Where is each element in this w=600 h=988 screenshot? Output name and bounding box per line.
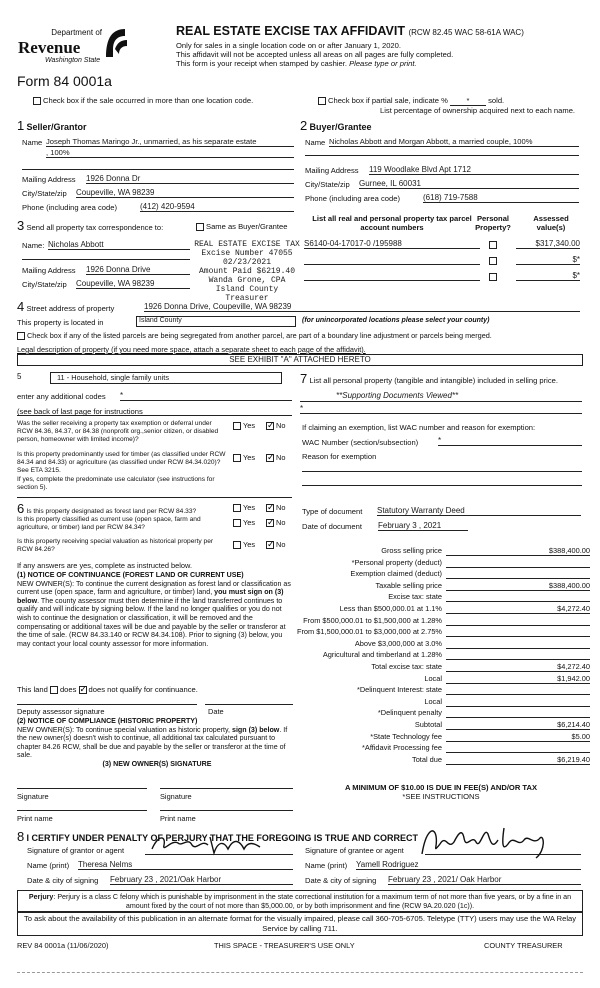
sec5-q1-no-checkbox[interactable]: ✓ No xyxy=(266,421,285,430)
seller-phone-label: Phone (including area code) xyxy=(22,203,117,212)
buyer-name-label: Name xyxy=(305,138,326,147)
sec7-line-2[interactable]: * xyxy=(300,404,582,414)
tax-row-value[interactable]: $388,400.00 xyxy=(446,581,590,591)
grantor-print-label: Name (print) xyxy=(27,861,70,870)
sec6-q3-no-checkbox[interactable]: ✓ No xyxy=(266,540,285,549)
tax-row-label: Exemption claimed (deduct) xyxy=(350,569,442,579)
doc-type-label: Type of document xyxy=(302,507,363,516)
sec6-q2-no-checkbox[interactable]: ✓ No xyxy=(266,518,285,527)
seller-name-label: Name xyxy=(22,138,43,147)
tax-row-value[interactable]: $5.00 xyxy=(446,732,590,742)
accessibility-note: To ask about the availability of this publication in an alternate format for the visually impaired, please call 360-705-6705. Teletype (TTY) users may use the WA Relay Service by calling 711. xyxy=(17,911,583,936)
wac-field[interactable]: * xyxy=(438,436,582,446)
tax-row-value[interactable]: $6,219.40 xyxy=(446,755,590,765)
tax-row-label: Total excise tax: state xyxy=(371,662,442,671)
page-bottom-border xyxy=(17,972,583,973)
tax-row-label: From $1,500,000.01 to $3,000,000 at 2.75% xyxy=(296,627,442,637)
tax-row xyxy=(300,639,590,649)
notice-continuance: (1) NOTICE OF CONTINUANCE (FOREST LAND OR CURRENT USE) NEW OWNER(S): To continue the current designation as forest land or classification as current use (open space, farm and agriculture, or timber) land, you must sign on (3) below. The county assessor must then determine if the land transferred continues to qualify and will indicate by signing below. If the land no longer qualifies or you do not wish to continue the designation or classification, it will be removed and the compensating or additional taxes will be due and payable by the seller or transferor at the time of sale. (RCW 84.33.140 or RCW 84.34.108). Prior to signing (3) below, you may contact your local county assessor for more information. xyxy=(17,571,291,648)
section6-q1: 6 Is this property designated as forest land per RCW 84.33? xyxy=(17,501,197,516)
doc-date-label: Date of document xyxy=(302,522,362,531)
sec5-q1: Was the seller receiving a property tax exemption or deferral under RCW 84.36, 84.37, or 84.38 (nonprofit org.,senior citizen, or disabled person, homeowner with limited income)? xyxy=(17,420,219,443)
sec6-q1-no-checkbox[interactable]: ✓ No xyxy=(266,503,285,512)
owner-signature-line-2[interactable] xyxy=(160,783,293,789)
exemption-label: If claiming an exemption, list WAC number and reason for exemption: xyxy=(302,423,536,432)
deputy-date-line[interactable] xyxy=(205,699,293,705)
tax-row xyxy=(300,662,590,672)
tax-row xyxy=(300,616,590,626)
tax-row-value[interactable] xyxy=(446,650,590,660)
sec3-blank-line xyxy=(22,254,190,260)
tax-row xyxy=(300,743,590,753)
tax-row-label: Taxable selling price xyxy=(375,580,442,590)
grantee-date-field[interactable]: February 23 , 2021/ Oak Harbor xyxy=(388,875,581,885)
sec3-name-label: Name: xyxy=(22,241,45,250)
tax-row-value[interactable]: $4,272.40 xyxy=(446,604,590,614)
multi-location-checkbox[interactable]: Check box if the sale occurred in more than one location code. xyxy=(33,96,253,105)
tax-row-label: *State Technology fee xyxy=(370,731,442,741)
grantor-print-field[interactable]: Theresa Nelms xyxy=(78,860,293,870)
grantor-sig-label: Signature of grantor or agent xyxy=(27,846,125,855)
sec6-q3: Is this property receiving special valuation as historical property per RCW 84.26? xyxy=(17,538,214,553)
tax-row xyxy=(300,569,590,579)
sec5-q2-yes-checkbox[interactable]: Yes xyxy=(233,453,255,462)
sec5-q2b: If yes, complete the predominate use calculator (see instructions for section 5). xyxy=(17,476,215,491)
grantee-sig-label: Signature of grantee or agent xyxy=(305,846,404,855)
buyer-csz-label: City/State/zip xyxy=(305,180,350,189)
tax-row xyxy=(296,627,590,637)
parcel-row2-personal-checkbox[interactable] xyxy=(489,256,499,265)
tax-row xyxy=(300,720,590,730)
print-name-label-1: Print name xyxy=(17,814,53,823)
grantee-signature-image xyxy=(418,824,548,864)
tax-row xyxy=(300,581,590,591)
header-note1: Only for sales in a single location code on or after January 1, 2020. xyxy=(176,41,401,50)
parcels-header-personal: Personal Property? xyxy=(475,214,511,232)
sec6-q1-yes-checkbox[interactable]: Yes xyxy=(233,503,255,512)
header-note2: This affidavit will not be accepted unless all areas on all pages are fully completed. xyxy=(176,50,454,59)
dept-revenue: Revenue xyxy=(18,38,81,57)
sec6-q3-yes-checkbox[interactable]: Yes xyxy=(233,540,255,549)
parcels-header-list: List all real and personal property tax parcel account numbers xyxy=(312,214,472,232)
partial-sale-note: List percentage of ownership acquired next to each name. xyxy=(380,106,576,115)
buyer-phone-label: Phone (including area code) xyxy=(305,194,400,203)
dept-state: Washington State xyxy=(45,57,101,64)
parcel-row1-value[interactable]: $317,340.00 xyxy=(516,239,580,249)
tax-row-value[interactable]: $388,400.00 xyxy=(446,546,590,556)
parcel-row3-personal-checkbox[interactable] xyxy=(489,272,499,281)
parcel-row2-value[interactable]: $* xyxy=(516,255,580,265)
legal-description-field[interactable]: SEE EXHIBIT "A" ATTACHED HERETO xyxy=(17,354,583,366)
parcel-row3[interactable] xyxy=(304,271,480,281)
page-title: REAL ESTATE EXCISE TAX AFFIDAVIT (RCW 82.45 WAC 58-61A WAC) xyxy=(176,24,524,38)
tax-row xyxy=(300,674,590,684)
grantee-print-label: Name (print) xyxy=(305,861,348,870)
signature-label-1: Signature xyxy=(17,792,49,801)
section5-num: 5 xyxy=(17,372,22,381)
form-number: Form 84 0001a xyxy=(17,73,112,89)
sec6-answers-note: If any answers are yes, complete as instructed below. xyxy=(17,561,192,570)
sec3-name-field[interactable]: Nicholas Abbott xyxy=(48,240,190,250)
sec5-q1-yes-checkbox[interactable]: Yes xyxy=(233,421,255,430)
tax-row-label: Agricultural and timberland at 1.28% xyxy=(322,650,442,660)
seller-name-field-2[interactable]: , 100% xyxy=(46,148,294,158)
notice-compliance: (2) NOTICE OF COMPLIANCE (HISTORIC PROPERTY) NEW OWNER(S): To continue special valuation as historic property, sign (3) below. If the new owner(s) doesn't wish to continue, all additional tax calculated pursuant to chapter 84.26 RCW, shall be due and payable by the seller or transferor at the time of sale. (3) NEW OWNER(S) SIGNATURE xyxy=(17,717,288,768)
land-does-checkbox[interactable] xyxy=(50,686,58,694)
treasurer-use-label: THIS SPACE - TREASURER'S USE ONLY xyxy=(214,941,355,950)
seller-csz-label: City/State/zip xyxy=(22,189,67,198)
seller-heading: 1 Seller/Grantor xyxy=(17,118,87,133)
tax-row-label: Total due xyxy=(412,754,442,764)
tax-row-value[interactable] xyxy=(446,569,590,579)
seller-csz-field[interactable]: Coupeville, WA 98239 xyxy=(76,188,294,198)
deputy-date-label: Date xyxy=(208,707,224,716)
doc-date-field[interactable]: February 3 , 2021 xyxy=(378,521,468,531)
sec3-csz-field[interactable]: Coupeville, WA 98239 xyxy=(76,279,190,289)
tax-row-value[interactable]: $6,214.40 xyxy=(446,720,590,730)
deputy-label: Deputy assessor signature xyxy=(17,707,105,716)
header-note3: This form is your receipt when stamped by cashier. Please type or print. xyxy=(176,59,417,68)
section7-text: 7 List all personal property (tangible and intangible) included in selling price. xyxy=(300,371,558,386)
county-treasurer-label: COUNTY TREASURER xyxy=(484,941,563,950)
tax-row xyxy=(300,732,590,742)
parcel-row2[interactable] xyxy=(304,255,480,265)
grantee-print-field[interactable]: Yamell Rodriguez xyxy=(356,860,581,870)
county-select[interactable]: Island County xyxy=(136,316,296,327)
tax-row-label: Less than $500,000.01 at 1.1% xyxy=(339,604,442,613)
grantor-date-label: Date & city of signing xyxy=(27,876,99,885)
seller-mail-field[interactable]: 1926 Donna Dr xyxy=(86,174,294,184)
dept-line1: Department of xyxy=(51,28,102,37)
seller-phone-field[interactable]: (412) 420-9594 xyxy=(140,202,294,212)
land-qualify-row: This land does ✓ does not qualify for continuance. xyxy=(17,685,198,694)
tax-row-label: Above $3,000,000 at 3.0% xyxy=(354,638,442,648)
tax-row xyxy=(300,592,590,602)
tax-row-value[interactable] xyxy=(446,708,590,718)
use-code-select[interactable]: 11 - Household, single family units xyxy=(50,372,282,384)
additional-codes-field[interactable]: * xyxy=(120,391,292,401)
owner-signature-line-1[interactable] xyxy=(17,783,147,789)
sec3-mail-label: Mailing Address xyxy=(22,266,76,275)
reason-line-2[interactable] xyxy=(302,480,582,486)
tax-row-label: *Delinquent penalty xyxy=(377,708,442,718)
buyer-phone-field[interactable]: (618) 719-7588 xyxy=(423,193,579,203)
seller-mail-label: Mailing Address xyxy=(22,175,76,184)
grantor-signature-image xyxy=(148,831,268,862)
doc-type-field[interactable]: Statutory Warranty Deed xyxy=(377,506,581,516)
perjury-note: Perjury: Perjury is a class C felony which is punishable by imprisonment in the state correctional institution for a maximum term of not more than five years, or by a fine in an amount fixed by the court of not more than $5,000.00, or by both imprisonment and fine (RCW 9A.20.020 (1c)). xyxy=(17,890,583,913)
see-instructions-note: *SEE INSTRUCTIONS xyxy=(402,792,480,801)
grantee-date-label: Date & city of signing xyxy=(305,876,377,885)
tax-row-value[interactable] xyxy=(446,627,590,637)
tax-row-value[interactable] xyxy=(446,558,590,568)
tax-row xyxy=(300,604,590,614)
buyer-heading: 2 Buyer/Grantee xyxy=(300,118,372,133)
see-back-note: (see back of last page for instructions xyxy=(17,407,143,416)
sec5-divider xyxy=(17,414,292,416)
legal-label: Legal description of property (if you need more space, attach a separate sheet to each page of the affidavit). xyxy=(17,345,366,354)
tax-row-label: Local xyxy=(424,673,442,683)
tax-row-value[interactable]: $4,272.40 xyxy=(446,662,590,672)
additional-codes-label: enter any additional codes xyxy=(17,392,106,401)
buyer-name-field[interactable]: Nicholas Abbott and Morgan Abbott, a married couple, 100% xyxy=(329,137,579,147)
tax-row-value[interactable] xyxy=(446,685,590,695)
grantor-date-field[interactable]: February 23 , 2021/Oak Harbor xyxy=(110,875,293,885)
owner-print-line-1[interactable] xyxy=(17,805,147,811)
segregated-checkbox[interactable]: Check box if any of the listed parcels are being segregated from another parcel, are part of a boundary line adjustment or parcels being merged. xyxy=(17,331,492,340)
sec6-q2: Is this property classified as current use (open space, farm and agriculture, or timber) land per RCW 84.34? xyxy=(17,516,201,531)
print-name-label-2: Print name xyxy=(160,814,196,823)
revenue-logo-icon xyxy=(103,27,129,59)
section3-heading: 3 Send all property tax correspondence to: xyxy=(17,218,164,233)
reason-line-1[interactable] xyxy=(302,466,582,472)
tax-row-label: Excise tax: state xyxy=(388,592,442,602)
tax-row-value[interactable] xyxy=(446,743,590,753)
partial-sale-checkbox[interactable]: Check box if partial sale, indicate % * sold. xyxy=(318,96,504,106)
sec5-bottom-divider xyxy=(17,496,292,498)
tax-row xyxy=(300,755,590,765)
treasurer-stamp: REAL ESTATE EXCISE TAX Excise Number 47055 02/23/2021 Amount Paid $6219.40 Wanda Grone, CPA Island County Treasurer xyxy=(194,240,300,303)
sec7-line-1 xyxy=(300,400,582,402)
tax-row-label: *Delinquent Interest: state xyxy=(356,685,442,695)
tax-row-label: Local xyxy=(424,696,442,706)
tax-row xyxy=(300,697,590,707)
tax-row xyxy=(300,685,590,695)
sec5-q2: Is this property predominantly used for timber (as classified under RCW 84.34 and 84.33) or agriculture (as classified under RCW 84.34.020)? See ETA 3215. xyxy=(17,451,226,474)
owner-print-line-2[interactable] xyxy=(160,805,293,811)
tax-row-label: From $500,000.01 to $1,500,000 at 1.28% xyxy=(303,615,442,625)
deputy-signature-line[interactable] xyxy=(17,699,197,705)
tax-row-value[interactable] xyxy=(446,697,590,707)
land-does-not-checkbox[interactable] xyxy=(79,686,87,694)
tax-row-label: Subtotal xyxy=(414,720,442,729)
signature-label-2: Signature xyxy=(160,792,192,801)
located-label: This property is located in xyxy=(17,318,104,327)
tax-row-label: *Affidavit Processing fee xyxy=(362,743,442,753)
minimum-due-note: A MINIMUM OF $10.00 IS DUE IN FEE(S) AND/OR TAX xyxy=(344,783,538,792)
tax-row xyxy=(300,558,590,568)
parcel-row1-personal-checkbox[interactable] xyxy=(489,240,499,249)
sec5-q2-no-checkbox[interactable]: ✓ No xyxy=(266,453,285,462)
sec3-csz-label: City/State/zip xyxy=(22,280,67,289)
sec3-mail-field[interactable]: 1926 Donna Drive xyxy=(86,265,190,275)
personal-property-field[interactable]: **Supporting Documents Viewed** xyxy=(336,391,459,400)
same-as-buyer-checkbox[interactable]: Same as Buyer/Grantee xyxy=(196,222,287,231)
tax-row xyxy=(300,708,590,718)
reason-label: Reason for exemption xyxy=(302,452,377,461)
wac-label: WAC Number (section/subsection) xyxy=(302,438,419,447)
sec6-q2-yes-checkbox[interactable]: Yes xyxy=(233,518,255,527)
buyer-mail-label: Mailing Address xyxy=(305,166,359,175)
located-note: (for unincorporated locations please select your county) xyxy=(302,317,490,324)
tax-row xyxy=(300,650,590,660)
tax-row-value[interactable]: $1,942.00 xyxy=(446,674,590,684)
tax-row-label: *Personal property (deduct) xyxy=(351,557,442,567)
tax-row-value[interactable] xyxy=(446,592,590,602)
parcels-header-assessed: Assessed value(s) xyxy=(533,214,569,232)
tax-row-value[interactable] xyxy=(446,616,590,626)
parcel-row3-value[interactable]: $* xyxy=(516,271,580,281)
street-address-field[interactable]: 1926 Donna Drive, Coupeville, WA 98239 xyxy=(144,302,580,312)
revision-label: REV 84 0001a (11/06/2020) xyxy=(17,941,109,950)
buyer-mail-field[interactable]: 119 Woodlake Blvd Apt 1712 xyxy=(369,165,579,175)
tax-row xyxy=(300,546,590,556)
tax-row-value[interactable] xyxy=(446,639,590,649)
section8-heading: 8 I CERTIFY UNDER PENALTY OF PERJURY THAT THE FOREGOING IS TRUE AND CORRECT xyxy=(17,829,418,844)
buyer-blank-line xyxy=(305,150,579,156)
buyer-csz-field[interactable]: Gurnee, IL 60031 xyxy=(359,179,579,189)
parcel-row1[interactable]: S6140-04-17017-0 /195988 xyxy=(304,239,480,249)
tax-row-label: Gross selling price xyxy=(381,546,442,555)
seller-name-field[interactable]: Joseph Thomas Maringo Jr., unmarried, as his separate estate xyxy=(46,137,294,147)
seller-blank-line xyxy=(22,164,294,170)
section4-heading: 4 Street address of property xyxy=(17,299,115,314)
